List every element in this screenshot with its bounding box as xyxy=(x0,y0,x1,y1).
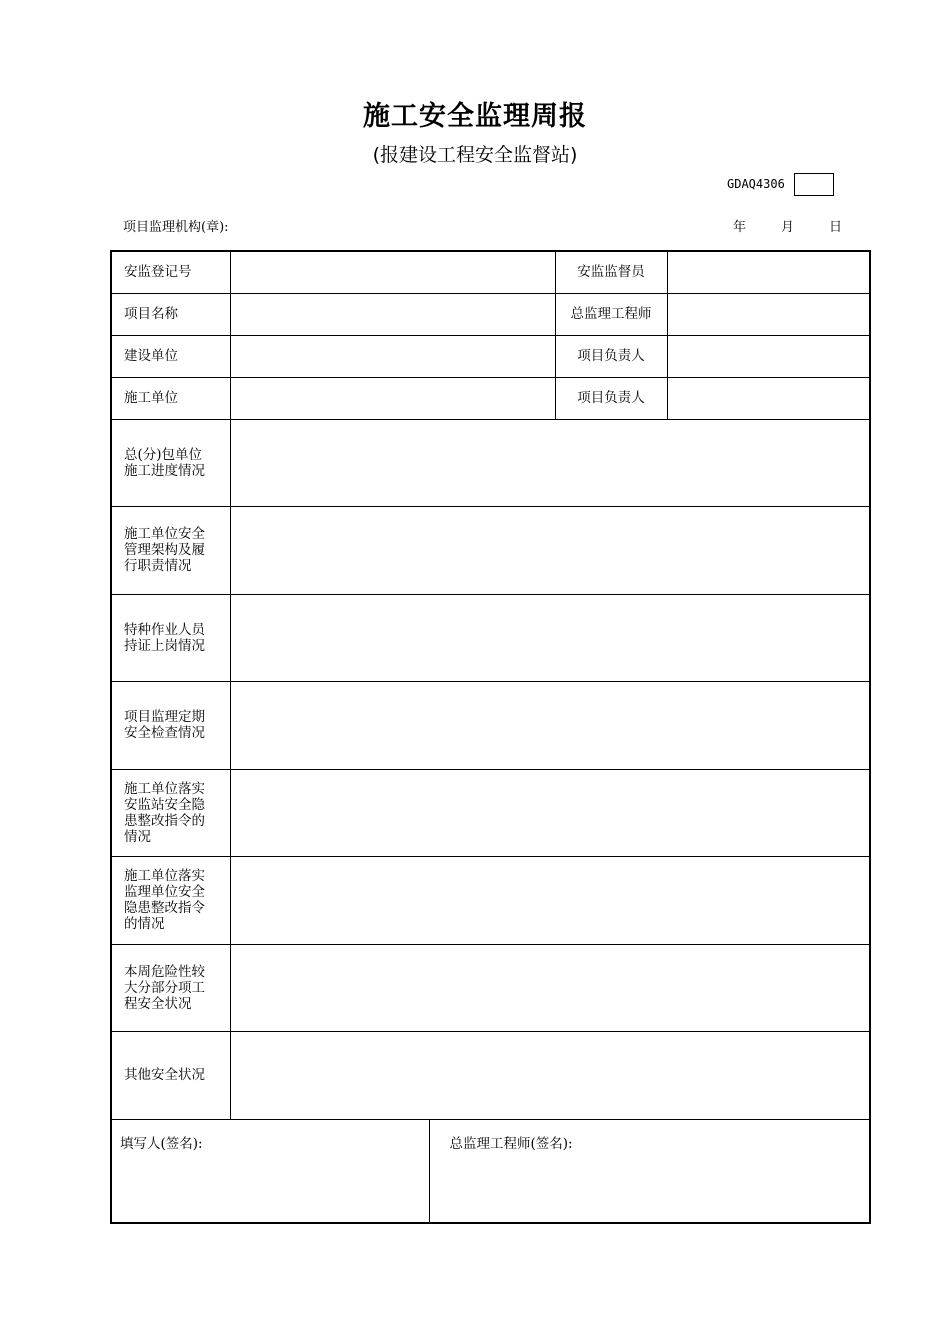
supervisor-field[interactable] xyxy=(667,251,870,293)
section-field[interactable] xyxy=(230,769,870,856)
section-field[interactable] xyxy=(230,856,870,944)
info-row xyxy=(111,293,870,335)
section-field[interactable] xyxy=(230,1031,870,1119)
registration-no-label: 安监登记号 xyxy=(111,251,230,293)
construction-unit-label: 建设单位 xyxy=(111,335,230,377)
owner-manager-field[interactable] xyxy=(667,335,870,377)
chief-engineer-label: 总监理工程师 xyxy=(555,293,667,335)
filler-signature-field[interactable] xyxy=(111,1119,429,1223)
section-row xyxy=(111,944,870,1031)
filler-signature-label: 填写人(签名): xyxy=(120,1135,203,1152)
info-row xyxy=(111,335,870,377)
section-label: 施工单位落实 安监站安全隐 患整改指令的 情况 xyxy=(124,780,205,845)
supervisor-label: 安监监督员 xyxy=(555,251,667,293)
signature-row xyxy=(111,1119,870,1223)
info-row xyxy=(111,377,870,419)
section-row xyxy=(111,419,870,506)
info-row xyxy=(111,251,870,293)
date-month-label: 月 xyxy=(781,220,795,235)
contractor-label: 施工单位 xyxy=(111,377,230,419)
registration-no-field[interactable] xyxy=(230,251,555,293)
section-field[interactable] xyxy=(230,681,870,769)
section-field[interactable] xyxy=(230,944,870,1031)
chief-engineer-field[interactable] xyxy=(667,293,870,335)
construction-unit-field[interactable] xyxy=(230,335,555,377)
section-row xyxy=(111,506,870,594)
contractor-manager-field[interactable] xyxy=(667,377,870,419)
section-label: 项目监理定期 安全检查情况 xyxy=(124,709,205,741)
date-day-label: 日 xyxy=(829,220,843,235)
report-form-table xyxy=(110,250,871,1224)
project-name-field[interactable] xyxy=(230,293,555,335)
owner-manager-label: 项目负责人 xyxy=(555,335,667,377)
section-label: 其他安全状况 xyxy=(124,1067,205,1083)
chief-engineer-signature-label: 总监理工程师(签名): xyxy=(449,1135,573,1152)
project-name-label: 项目名称 xyxy=(111,293,230,335)
section-field[interactable] xyxy=(230,506,870,594)
section-row xyxy=(111,594,870,681)
form-code-box[interactable] xyxy=(794,173,834,196)
section-row xyxy=(111,769,870,856)
section-label: 总(分)包单位 施工进度情况 xyxy=(124,446,205,479)
section-row xyxy=(111,681,870,769)
page-title: 施工安全监理周报 xyxy=(363,101,587,132)
date-year-label: 年 xyxy=(733,220,747,235)
contractor-field[interactable] xyxy=(230,377,555,419)
section-label: 本周危险性较 大分部分项工 程安全状况 xyxy=(124,963,205,1012)
section-label: 施工单位安全 管理架构及履 行职责情况 xyxy=(124,526,205,574)
section-field[interactable] xyxy=(230,594,870,681)
section-field[interactable] xyxy=(230,419,870,506)
contractor-manager-label: 项目负责人 xyxy=(555,377,667,419)
section-row xyxy=(111,1031,870,1119)
page-subtitle: (报建设工程安全监督站) xyxy=(372,144,578,166)
section-row xyxy=(111,856,870,944)
chief-engineer-signature-field[interactable] xyxy=(429,1119,870,1223)
section-label: 特种作业人员 持证上岗情况 xyxy=(124,621,205,654)
agency-label: 项目监理机构(章): xyxy=(123,220,229,235)
form-code: GDAQ4306 xyxy=(727,177,785,191)
section-label: 施工单位落实 监理单位安全 隐患整改指令 的情况 xyxy=(124,868,205,932)
